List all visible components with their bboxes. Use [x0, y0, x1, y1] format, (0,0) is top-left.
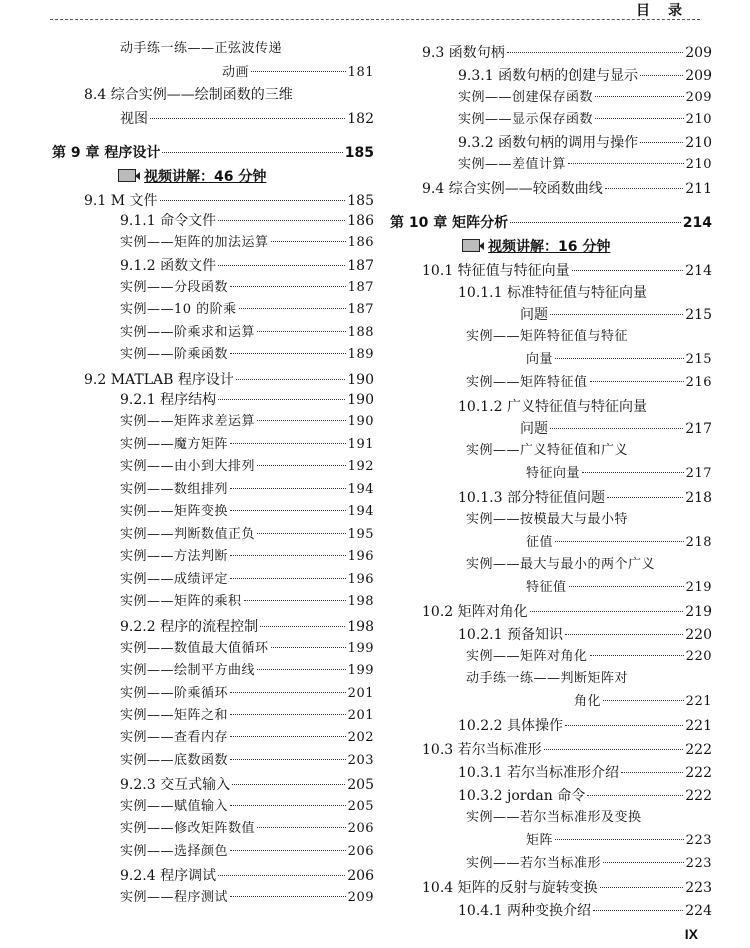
toc-entry-section[interactable]: [422, 180, 712, 198]
dot-leader: [595, 96, 684, 97]
toc-entry-example[interactable]: [120, 729, 374, 747]
toc-entry-example[interactable]: [526, 579, 712, 597]
toc-entry-page: 222: [685, 765, 712, 781]
toc-entry-example[interactable]: [120, 436, 374, 454]
toc-entry-section[interactable]: [422, 44, 712, 62]
toc-entry-sub[interactable]: [520, 306, 712, 324]
dot-leader: [605, 188, 684, 189]
toc-entry-title: 实例——方法判断: [120, 549, 229, 564]
toc-entry-page: 187: [347, 258, 374, 274]
toc-entry-title: 实例——矩阵之和: [120, 708, 229, 723]
toc-entry-example[interactable]: [120, 820, 374, 838]
toc-entry-page: 209: [685, 45, 712, 61]
dot-leader: [607, 497, 683, 498]
video-camera-icon: [462, 239, 484, 253]
toc-entry-title: 10.3.1 若尔当标准形介绍: [458, 765, 619, 781]
toc-entry-example[interactable]: [120, 548, 374, 566]
toc-entry-title: 9.1 M 文件: [84, 193, 158, 209]
toc-entry-title: 10.3.2 jordan 命令: [458, 788, 586, 804]
toc-entry-sub[interactable]: [458, 284, 647, 302]
toc-entry-example[interactable]: [466, 556, 655, 574]
toc-entry-title: 10.3 若尔当标准形: [422, 742, 542, 758]
dot-leader: [257, 420, 346, 421]
toc-entry-title: 实例——按模最大与最小特: [466, 512, 629, 527]
toc-entry-title: 9.2.3 交互式输入: [120, 777, 231, 793]
toc-entry-page: 210: [685, 157, 712, 172]
dot-leader: [555, 358, 684, 359]
dot-leader: [257, 533, 346, 534]
toc-entry-page: 186: [347, 235, 374, 250]
toc-entry-title: 实例——矩阵变换: [120, 504, 229, 519]
toc-entry-page: 201: [347, 686, 374, 701]
toc-entry-example[interactable]: [466, 374, 712, 392]
toc-entry-example[interactable]: [120, 503, 374, 521]
dot-leader: [530, 611, 684, 612]
dot-leader: [603, 862, 684, 863]
dot-leader: [236, 379, 345, 380]
toc-entry-sub[interactable]: [120, 867, 374, 885]
toc-entry-title: 实例——创建保存函数: [458, 90, 594, 105]
toc-entry-page: 190: [347, 372, 374, 388]
toc-entry-title: 10.2.1 预备知识: [458, 627, 563, 643]
toc-entry-title: 动手练一练——判断矩阵对: [466, 671, 629, 686]
toc-entry-example[interactable]: [120, 571, 374, 589]
toc-entry-title: 实例——阶乘求和运算: [120, 325, 256, 340]
toc-entry-title: 实例——矩阵的乘积: [120, 594, 242, 609]
dot-leader: [230, 714, 346, 715]
toc-entry-title: 10.1 特征值与特征向量: [422, 263, 570, 279]
toc-entry-title: 9.2.4 程序调试: [120, 868, 217, 884]
dot-leader: [257, 465, 346, 466]
video-lecture-link[interactable]: [462, 236, 610, 256]
toc-entry-title: 9.2.2 程序的流程控制: [120, 619, 259, 635]
toc-entry-title: 实例——魔方矩阵: [120, 437, 229, 452]
toc-entry-title: 实例——查看内存: [120, 730, 229, 745]
toc-entry-title: 实例——显示保存函数: [458, 112, 594, 127]
dot-leader: [230, 510, 346, 511]
dot-leader: [600, 887, 684, 888]
toc-entry-example[interactable]: [526, 534, 712, 552]
toc-entry-title: 实例——阶乘循环: [120, 686, 229, 701]
dot-leader: [230, 353, 346, 354]
toc-entry-page: 185: [347, 193, 374, 209]
dot-leader: [230, 555, 346, 556]
dot-leader: [230, 850, 346, 851]
toc-entry-page: 191: [347, 437, 374, 452]
toc-entry-sub[interactable]: [120, 212, 374, 230]
toc-entry-page: 195: [347, 527, 374, 542]
toc-entry-page: 198: [347, 594, 374, 609]
toc-entry-example[interactable]: [574, 693, 712, 711]
toc-entry-page: 219: [685, 580, 712, 595]
toc-entry-title: 特征向量: [526, 466, 581, 481]
toc-entry-title: 9.1.1 命令文件: [120, 213, 217, 229]
toc-entry-title: 9.2 MATLAB 程序设计: [84, 372, 234, 388]
toc-entry-page: 210: [685, 135, 712, 151]
dot-leader: [550, 314, 683, 315]
video-camera-icon: [118, 169, 140, 183]
dot-leader: [257, 331, 346, 332]
toc-entry-title: 实例——赋值输入: [120, 799, 229, 814]
toc-entry-example[interactable]: [120, 346, 374, 364]
toc-entry-title: 征值: [526, 535, 554, 550]
dot-leader: [230, 759, 346, 760]
dot-leader: [565, 725, 683, 726]
toc-entry-page: 206: [347, 821, 374, 836]
toc-entry-chapter[interactable]: [52, 144, 374, 162]
toc-entry-example[interactable]: [120, 685, 374, 703]
toc-entry-example[interactable]: [120, 234, 374, 252]
toc-entry-title: 实例——由小到大排列: [120, 459, 256, 474]
toc-entry-title: 实例——绘制平方曲线: [120, 663, 256, 678]
toc-entry-title: 10.1.1 标准特征值与特征向量: [458, 285, 647, 301]
toc-entry-title: 实例——分段函数: [120, 280, 229, 295]
toc-entry-title: 10.1.3 部分特征值问题: [458, 490, 605, 506]
dot-leader: [230, 896, 346, 897]
toc-entry-title: 实例——矩阵特征值: [466, 375, 588, 390]
dot-leader: [218, 265, 345, 266]
toc-entry-page: 196: [347, 549, 374, 564]
page-number: IX: [684, 926, 698, 942]
toc-entry-sub[interactable]: [458, 787, 712, 805]
toc-entry-example[interactable]: [120, 707, 374, 725]
toc-entry-example[interactable]: [120, 40, 282, 58]
toc-entry-page: 192: [347, 459, 374, 474]
toc-entry-sub[interactable]: [120, 776, 374, 794]
toc-entry-title: 9.4 综合实例——较函数曲线: [422, 181, 603, 197]
dot-leader: [595, 118, 684, 119]
toc-entry-example[interactable]: [526, 832, 712, 850]
toc-entry-page: 214: [685, 263, 712, 279]
toc-entry-title: 实例——10 的阶乘: [120, 302, 237, 317]
dot-leader: [568, 163, 684, 164]
toc-entry-page: 218: [685, 535, 712, 550]
toc-entry-page: 198: [347, 619, 374, 635]
toc-entry-example[interactable]: [120, 301, 374, 319]
toc-entry-title: 动手练一练——正弦波传递: [120, 41, 283, 56]
toc-entry-sub[interactable]: [120, 391, 374, 409]
toc-entry-page: 222: [685, 788, 712, 804]
toc-entry-page: 223: [685, 856, 712, 871]
toc-entry-sub[interactable]: [458, 67, 712, 85]
dot-leader: [162, 152, 342, 153]
dot-leader: [230, 805, 346, 806]
toc-entry-section[interactable]: [120, 110, 374, 128]
toc-entry-example[interactable]: [466, 855, 712, 873]
toc-entry-page: 203: [347, 753, 374, 768]
toc-entry-chapter[interactable]: [390, 214, 712, 232]
toc-entry-title: 10.2 矩阵对角化: [422, 604, 528, 620]
toc-entry-page: 187: [347, 280, 374, 295]
toc-entry-sub[interactable]: [458, 134, 712, 152]
dot-leader: [244, 600, 346, 601]
toc-entry-title: 实例——最大与最小的两个广义: [466, 557, 656, 572]
toc-entry-sub[interactable]: [520, 420, 712, 438]
toc-entry-title: 角化: [574, 694, 602, 709]
toc-entry-page: 194: [347, 504, 374, 519]
dot-leader: [150, 118, 345, 119]
toc-entry-page: 221: [685, 694, 712, 709]
toc-entry-page: 181: [347, 65, 374, 80]
toc-entry-title: 9.1.2 函数文件: [120, 258, 217, 274]
toc-entry-title: 问题: [520, 421, 548, 437]
dot-leader: [550, 428, 683, 429]
toc-entry-title: 矩阵: [526, 833, 554, 848]
dot-leader: [582, 472, 684, 473]
toc-entry-title: 实例——矩阵求差运算: [120, 414, 256, 429]
dot-leader: [572, 270, 684, 271]
dot-leader: [621, 772, 683, 773]
toc-entry-example[interactable]: [120, 279, 374, 297]
dot-leader: [555, 541, 684, 542]
toc-entry-page: 206: [347, 844, 374, 859]
toc-entry-title: 视图: [120, 111, 148, 127]
toc-entry-sub[interactable]: [120, 257, 374, 275]
header-rule: [50, 19, 700, 20]
dot-leader: [569, 586, 684, 587]
toc-entry-sub[interactable]: [120, 618, 374, 636]
toc-entry-page: 199: [347, 641, 374, 656]
toc-entry-example[interactable]: [120, 324, 374, 342]
toc-entry-page: 190: [347, 414, 374, 429]
toc-entry-section[interactable]: [422, 262, 712, 280]
toc-entry-section[interactable]: [84, 371, 374, 389]
toc-entry-page: 221: [685, 718, 712, 734]
toc-entry-title: 9.2.1 程序结构: [120, 392, 217, 408]
toc-entry-title: 实例——数组排列: [120, 482, 229, 497]
toc-entry-section[interactable]: [84, 192, 374, 210]
dot-leader: [160, 200, 346, 201]
toc-entry-page: 185: [344, 145, 374, 161]
toc-entry-page: 194: [347, 482, 374, 497]
toc-entry-title: 实例——选择颜色: [120, 844, 229, 859]
toc-entry-example[interactable]: [222, 64, 374, 82]
toc-entry-example[interactable]: [120, 481, 374, 499]
toc-entry-page: 186: [347, 213, 374, 229]
toc-entry-title: 实例——程序测试: [120, 890, 229, 905]
toc-entry-page: 189: [347, 347, 374, 362]
toc-entry-title: 10.1.2 广义特征值与特征向量: [458, 399, 647, 415]
dot-leader: [239, 308, 346, 309]
dot-leader: [257, 827, 346, 828]
dot-leader: [230, 578, 346, 579]
toc-entry-page: 223: [685, 833, 712, 848]
dot-leader: [565, 634, 683, 635]
toc-entry-title: 实例——底数函数: [120, 753, 229, 768]
toc-entry-title: 10.4.1 两种变换介绍: [458, 903, 591, 919]
video-lecture-link[interactable]: [118, 166, 266, 186]
toc-entry-example[interactable]: [466, 328, 628, 346]
toc-entry-example[interactable]: [458, 89, 712, 107]
toc-entry-title: 第 10 章 矩阵分析: [390, 215, 509, 231]
toc-entry-page: 190: [347, 392, 374, 408]
toc-entry-example[interactable]: [120, 798, 374, 816]
toc-entry-title: 实例——若尔当标准形: [466, 856, 602, 871]
toc-entry-title: 实例——广义特征值和广义: [466, 443, 629, 458]
toc-entry-example[interactable]: [120, 752, 374, 770]
toc-entry-title: 动画: [222, 65, 250, 80]
toc-entry-page: 222: [685, 742, 712, 758]
toc-entry-page: 188: [347, 325, 374, 340]
dot-leader: [555, 839, 684, 840]
toc-entry-example[interactable]: [120, 889, 374, 907]
dot-leader: [544, 749, 684, 750]
toc-entry-page: 214: [682, 215, 712, 231]
dot-leader: [640, 142, 683, 143]
toc-entry-example[interactable]: [120, 662, 374, 680]
dot-leader: [510, 222, 681, 223]
toc-entry-page: 223: [685, 880, 712, 896]
toc-entry-example[interactable]: [466, 809, 642, 827]
toc-entry-section[interactable]: [422, 879, 712, 897]
toc-entry-page: 220: [685, 627, 712, 643]
toc-entry-page: 216: [685, 375, 712, 390]
dot-leader: [230, 736, 346, 737]
toc-entry-example[interactable]: [466, 511, 628, 529]
toc-entry-page: 199: [347, 663, 374, 678]
toc-entry-page: 224: [685, 903, 712, 919]
toc-entry-example[interactable]: [466, 648, 712, 666]
toc-entry-sub[interactable]: [458, 626, 712, 644]
dot-leader: [218, 220, 345, 221]
toc-entry-example[interactable]: [120, 413, 374, 431]
dot-leader: [230, 692, 346, 693]
toc-entry-page: 187: [347, 302, 374, 317]
toc-entry-page: 215: [685, 307, 712, 323]
toc-entry-page: 209: [685, 68, 712, 84]
dot-leader: [603, 700, 684, 701]
toc-entry-title: 问题: [520, 307, 548, 323]
toc-entry-example[interactable]: [120, 843, 374, 861]
toc-entry-title: 特征值: [526, 580, 567, 595]
toc-entry-title: 实例——修改矩阵数值: [120, 821, 256, 836]
toc-entry-sub[interactable]: [458, 764, 712, 782]
toc-entry-sub[interactable]: [458, 489, 712, 507]
toc-entry-page: 196: [347, 572, 374, 587]
toc-entry-page: 201: [347, 708, 374, 723]
toc-entry-sub[interactable]: [458, 717, 712, 735]
toc-entry-title: 实例——矩阵特征值与特征: [466, 329, 629, 344]
dot-leader: [507, 52, 684, 53]
toc-entry-page: 205: [347, 777, 374, 793]
dot-leader: [593, 910, 683, 911]
toc-entry-example[interactable]: [526, 351, 712, 369]
toc-entry-page: 205: [347, 799, 374, 814]
toc-entry-sub[interactable]: [458, 398, 647, 416]
toc-entry-page: 210: [685, 112, 712, 127]
toc-entry-example[interactable]: [526, 465, 712, 483]
dot-leader: [271, 241, 346, 242]
toc-entry-title: 9.3.2 函数句柄的调用与操作: [458, 135, 639, 151]
dot-leader: [257, 669, 346, 670]
dot-leader: [251, 71, 346, 72]
toc-entry-section[interactable]: [84, 86, 293, 104]
dot-leader: [271, 647, 346, 648]
dot-leader: [232, 784, 345, 785]
toc-entry-example[interactable]: [466, 670, 628, 688]
toc-entry-example[interactable]: [120, 640, 374, 658]
toc-entry-title: 向量: [526, 352, 554, 367]
toc-entry-page: 206: [347, 868, 374, 884]
toc-entry-page: 202: [347, 730, 374, 745]
dot-leader: [260, 626, 345, 627]
toc-entry-page: 209: [347, 890, 374, 905]
toc-entry-page: 219: [685, 604, 712, 620]
toc-entry-title: 第 9 章 程序设计: [52, 145, 161, 161]
toc-entry-title: 8.4 综合实例——绘制函数的三维: [84, 87, 293, 103]
dot-leader: [640, 75, 683, 76]
dot-leader: [590, 381, 684, 382]
toc-entry-example[interactable]: [458, 111, 712, 129]
toc-entry-section[interactable]: [422, 741, 712, 759]
toc-entry-title: 9.3 函数句柄: [422, 45, 505, 61]
dot-leader: [218, 399, 345, 400]
toc-entry-example[interactable]: [120, 458, 374, 476]
toc-entry-sub[interactable]: [458, 902, 712, 920]
toc-entry-title: 实例——成绩评定: [120, 572, 229, 587]
dot-leader: [590, 655, 684, 656]
header-title: 目录: [636, 3, 700, 19]
dot-leader: [230, 286, 346, 287]
dot-leader: [230, 488, 346, 489]
toc-entry-page: 211: [685, 181, 712, 197]
dot-leader: [230, 443, 346, 444]
page-header: [0, 0, 750, 22]
video-lecture-label: 视频讲解：46 分钟: [144, 169, 267, 185]
toc-entry-example[interactable]: [466, 442, 628, 460]
toc-entry-title: 9.3.1 函数句柄的创建与显示: [458, 68, 639, 84]
toc-entry-title: 实例——矩阵对角化: [466, 649, 588, 664]
toc-entry-example[interactable]: [120, 526, 374, 544]
dot-leader: [587, 795, 683, 796]
toc-entry-title: 10.2.2 具体操作: [458, 718, 563, 734]
toc-entry-title: 实例——判断数值正负: [120, 527, 256, 542]
toc-entry-example[interactable]: [458, 156, 712, 174]
toc-entry-title: 实例——数值最大值循环: [120, 641, 269, 656]
toc-entry-title: 实例——矩阵的加法运算: [120, 235, 269, 250]
toc-entry-page: 209: [685, 90, 712, 105]
toc-entry-title: 10.4 矩阵的反射与旋转变换: [422, 880, 598, 896]
toc-entry-title: 实例——若尔当标准形及变换: [466, 810, 642, 825]
toc-entry-title: 实例——阶乘函数: [120, 347, 229, 362]
toc-entry-page: 182: [347, 111, 374, 127]
toc-entry-section[interactable]: [422, 603, 712, 621]
toc-entry-title: 实例——差值计算: [458, 157, 567, 172]
toc-entry-page: 220: [685, 649, 712, 664]
toc-entry-page: 217: [685, 466, 712, 481]
toc-entry-page: 217: [685, 421, 712, 437]
video-lecture-label: 视频讲解：16 分钟: [488, 239, 611, 255]
toc-entry-example[interactable]: [120, 593, 374, 611]
dot-leader: [218, 875, 345, 876]
toc-entry-page: 218: [685, 490, 712, 506]
toc-entry-page: 215: [685, 352, 712, 367]
